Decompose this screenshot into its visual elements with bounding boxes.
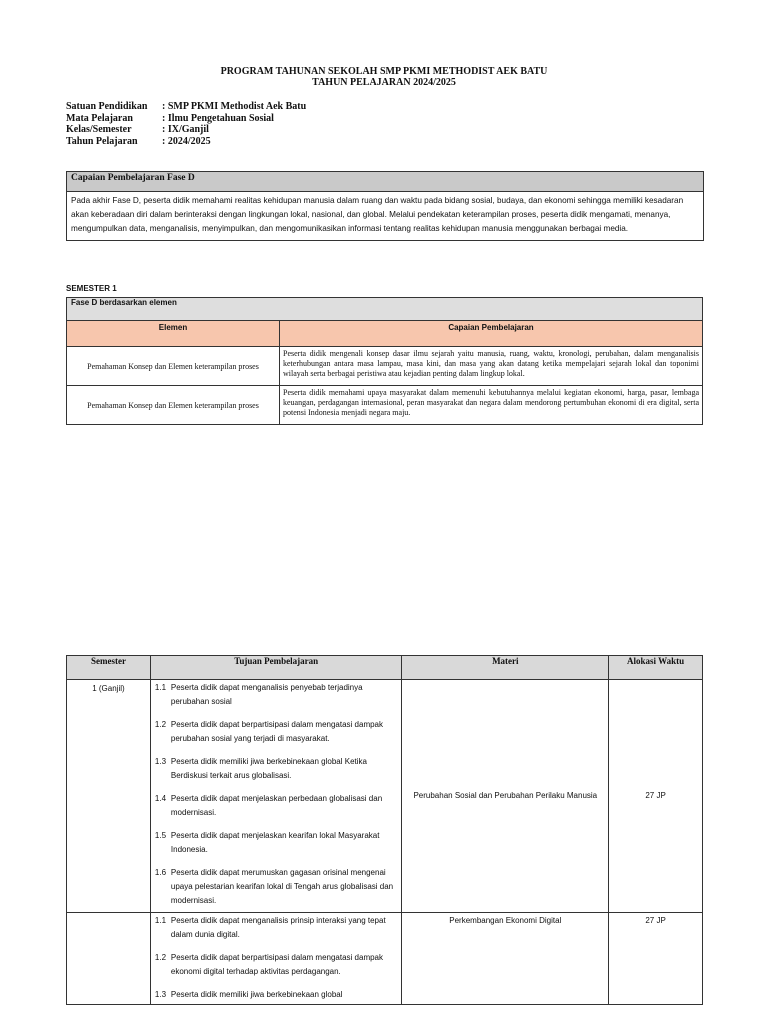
item-text: Peserta didik dapat merumuskan gagasan orisinal mengenai upaya pelestarian kearifan lokal di Tengah arus globalisasi dan modernisasi. xyxy=(170,868,394,905)
meta-value: : 2024/2025 xyxy=(162,135,211,147)
tujuan-cell xyxy=(150,913,402,1005)
item-number: 1.1 xyxy=(154,916,167,925)
alokasi-cell: 27 JP xyxy=(609,680,703,913)
identity-block xyxy=(66,101,306,147)
item-number: 1.2 xyxy=(154,953,167,962)
meta-row-tahun xyxy=(66,136,306,148)
title-line-1: PROGRAM TAHUNAN SEKOLAH SMP PKMI METHODIST AEK BATU xyxy=(220,66,548,77)
capaian-cell: Peserta didik mengenali konsep dasar ilmu sejarah yaitu manusia, ruang, waktu, kronologi, perubahan, dalam menganalisis keterhubungan antara masa lampau, masa kini, dan masa yang akan datang ketika mempelajari sejarah lokal dan toponimi wilayah serta berbagai peristiwa atau kejadian penting dalam lingkup lokal. xyxy=(280,347,703,386)
column-header-materi: Materi xyxy=(402,656,609,680)
table-row xyxy=(67,386,703,425)
table-row xyxy=(67,913,703,1005)
item-text: Peserta didik dapat menganalisis prinsip interaksi yang tepat dalam dunia digital. xyxy=(170,916,386,939)
meta-value: : IX/Ganjil xyxy=(162,124,209,135)
item-number: 1.3 xyxy=(154,990,167,999)
tujuan-cell xyxy=(150,680,402,913)
list-item xyxy=(155,792,398,820)
list-item xyxy=(155,718,398,746)
semester-label: SEMESTER 1 xyxy=(66,284,117,293)
meta-label: Kelas/Semester xyxy=(66,124,132,135)
capaian-cell: Peserta didik memahami upaya masyarakat dalam memenuhi kebutuhannya melalui kegiatan ekonomi, harga, pasar, lembaga keuangan, perdagangan internasional, peran masyarakat dan negara dalam mendorong pertumbuhan ekonomi di era digital, serta potensi Indonesia menjadi negara maju. xyxy=(280,386,703,425)
table-row xyxy=(67,347,703,386)
item-text: Peserta didik dapat menjelaskan perbedaan globalisasi dan modernisasi. xyxy=(170,794,383,817)
document-title xyxy=(0,66,768,88)
meta-label: Tahun Pelajaran xyxy=(66,135,138,147)
column-header-capaian: Capaian Pembelajaran xyxy=(280,321,703,347)
fase-table-caption: Fase D berdasarkan elemen xyxy=(67,298,703,321)
list-item xyxy=(155,829,398,857)
capaian-box xyxy=(66,171,704,241)
elemen-cell: Pemahaman Konsep dan Elemen keterampilan proses xyxy=(67,386,280,425)
list-item xyxy=(155,951,398,979)
materi-cell: Perkembangan Ekonomi Digital xyxy=(402,913,609,1005)
item-text: Peserta didik memiliki jiwa berkebinekaan global xyxy=(170,990,343,999)
list-item xyxy=(155,866,398,908)
elemen-cell: Pemahaman Konsep dan Elemen keterampilan proses xyxy=(67,347,280,386)
item-text: Peserta didik dapat berpartisipasi dalam mengatasi dampak ekonomi digital terhadap aktivitas perdagangan. xyxy=(170,953,384,976)
capaian-body: Pada akhir Fase D, peserta didik memahami realitas kehidupan manusia dalam ruang dan waktu pada bidang sosial, budaya, dan ekonomi sehingga memiliki kesadaran akan keberadaan diri dalam berinteraksi dengan lingkungan lokal, nasional, dan global. Melalui pendekatan keterampilan proses, peserta didik mengamati, menanya, mengumpulkan data, menganalisis, menyimpulkan, dan mengomunikasikan informasi tentang realitas kehidupan manusia menggunakan berbagai media. xyxy=(71,196,684,233)
materi-cell: Perubahan Sosial dan Perubahan Perilaku Manusia xyxy=(402,680,609,913)
semester-cell: 1 (Ganjil) xyxy=(67,680,151,913)
meta-label: Satuan Pendidikan xyxy=(66,101,148,112)
list-item xyxy=(155,988,398,1002)
meta-label: Mata Pelajaran xyxy=(66,112,133,124)
meta-value: : Ilmu Pengetahuan Sosial xyxy=(162,112,274,124)
item-number: 1.6 xyxy=(154,868,167,877)
capaian-heading: Capaian Pembelajaran Fase D xyxy=(67,172,703,192)
title-line-2: TAHUN PELAJARAN 2024/2025 xyxy=(312,77,456,88)
list-item xyxy=(155,755,398,783)
item-text: Peserta didik dapat menjelaskan kearifan lokal Masyarakat Indonesia. xyxy=(170,831,380,854)
semester-cell xyxy=(67,913,151,1005)
meta-row-satuan xyxy=(66,101,306,113)
meta-row-kelas xyxy=(66,124,306,136)
list-item xyxy=(155,914,398,942)
table-row xyxy=(67,680,703,913)
list-item xyxy=(155,681,398,709)
program-tahunan-table xyxy=(66,655,703,1005)
column-header-semester: Semester xyxy=(67,656,151,680)
item-number: 1.1 xyxy=(154,683,167,692)
item-text: Peserta didik dapat berpartisipasi dalam mengatasi dampak perubahan sosial yang terjadi di masyarakat. xyxy=(170,720,384,743)
item-text: Peserta didik dapat menganalisis penyebab terjadinya perubahan sosial xyxy=(170,683,363,706)
item-number: 1.5 xyxy=(154,831,167,840)
alokasi-cell: 27 JP xyxy=(609,913,703,1005)
item-number: 1.4 xyxy=(154,794,167,803)
column-header-elemen: Elemen xyxy=(67,321,280,347)
fase-d-table xyxy=(66,297,703,425)
meta-row-mapel xyxy=(66,113,306,125)
meta-value: : SMP PKMI Methodist Aek Batu xyxy=(162,101,307,112)
column-header-alokasi: Alokasi Waktu xyxy=(609,656,703,680)
column-header-tujuan: Tujuan Pembelajaran xyxy=(150,656,402,680)
item-number: 1.3 xyxy=(154,757,167,766)
item-text: Peserta didik memiliki jiwa berkebinekaan global Ketika Berdiskusi terkait arus globalisasi. xyxy=(170,757,367,780)
item-number: 1.2 xyxy=(154,720,167,729)
